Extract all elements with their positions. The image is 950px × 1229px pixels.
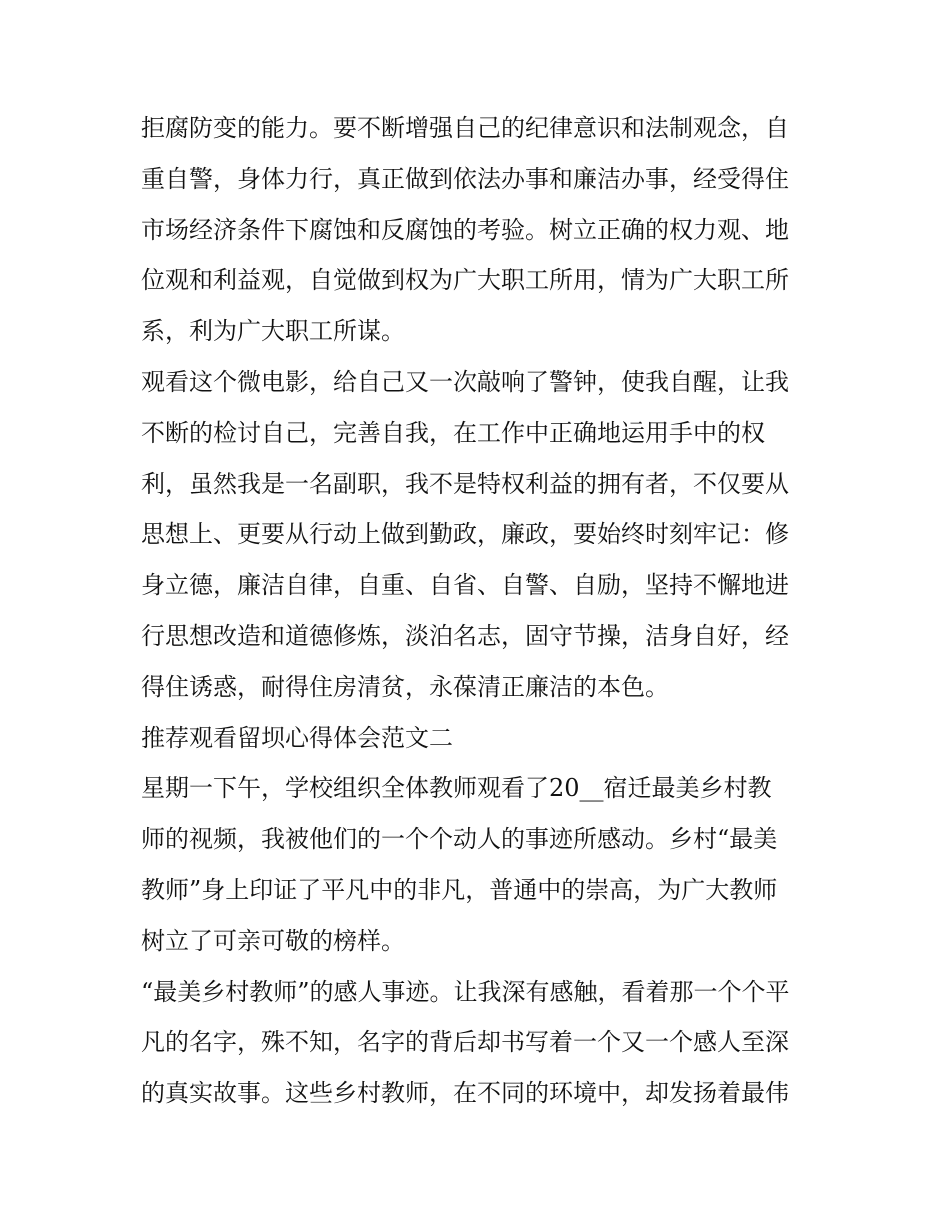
text-line: 利，虽然我是一名副职，我不是特权利益的拥有者，不仅要从 [141,469,789,498]
body-text [141,103,821,1119]
text-line: “最美乡村教师”的感人事迹。让我深有感触，看着那一个个平 [141,977,790,1006]
text-line: 不断的检讨自己，完善自我，在工作中正确地运用手中的权 [141,418,765,447]
text-line: 拒腐防变的能力。要不断增强自己的纪律意识和法制观念，自 [141,114,789,142]
text-line: 行思想改造和道德修炼，淡泊名志，固守节操，洁身自好，经 [141,621,789,650]
text-line: 系，利为广大职工所谋。 [141,317,405,346]
text-line: 思想上、更要从行动上做到勤政，廉政，要始终时刻牢记：修 [141,520,789,549]
text-line: 身立德，廉洁自律，自重、自省、自警、自励，坚持不懈地进 [141,571,789,600]
text-line: 的真实故事。这些乡村教师，在不同的环境中，却发扬着最伟 [141,1079,789,1108]
text-line: 师的视频，我被他们的一个个动人的事迹所感动。乡村“最美 [141,825,778,854]
text-line: 观看这个微电影，给自己又一次敲响了警钟，使我自醒，让我 [141,367,789,396]
text-line: 星期一下午，学校组织全体教师观看了20__宿迁最美乡村教 [141,774,772,803]
text-line: 树立了可亲可敬的榜样。 [141,926,405,955]
text-line: 市场经济条件下腐蚀和反腐蚀的考验。树立正确的权力观、地 [141,215,789,244]
section-heading: 推荐观看留坝心得体会范文二 [141,723,453,752]
text-line: 重自警，身体力行，真正做到依法办事和廉洁办事，经受得住 [141,164,789,193]
text-line: 位观和利益观，自觉做到权为广大职工所用，情为广大职工所 [141,266,789,295]
text-line: 凡的名字，殊不知，名字的背后却书写着一个又一个感人至深 [141,1028,789,1057]
text-line: 得住诱惑，耐得住房清贫，永葆清正廉洁的本色。 [141,672,669,701]
text-line: 教师”身上印证了平凡中的非凡，普通中的崇高，为广大教师 [141,875,778,904]
